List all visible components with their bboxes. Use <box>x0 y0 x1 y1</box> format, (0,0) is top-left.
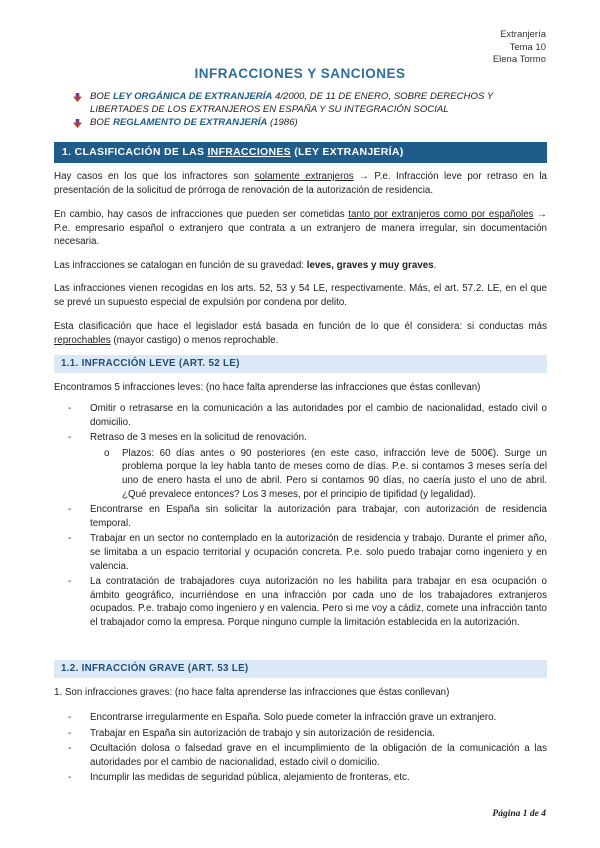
page-number: Página 1 de 4 <box>492 809 546 819</box>
source-highlight: REGLAMENTO DE EXTRANJERÍA <box>112 117 268 129</box>
source-item: BOE LEY ORGÁNICA DE EXTRANJERÍA 4/2000, DE 11 DE ENERO, SOBRE DERECHOS Y LIBERTADES DE LOS EXTRANJEROS EN ESPAÑA Y SU INTEGRACIÓN SOCIAL <box>72 91 552 116</box>
paragraph: 1. Son infracciones graves: (no hace falta aprenderse las infracciones que éstas conllevan) <box>54 687 450 698</box>
header-author: Elena Tormo <box>492 54 546 65</box>
paragraph: Hay casos en los que los infractores son solamente extranjeros → P.e. Infracción leve por retraso en la presentación de la solicitud de prórroga de renovación de la autorización de residencia. <box>54 171 547 196</box>
header-topic: Tema 10 <box>509 41 546 53</box>
arrow-bullet-icon <box>73 93 82 102</box>
minor-infractions-list <box>54 402 547 632</box>
serious-infractions-list <box>54 711 547 787</box>
paragraph: Encontramos 5 infracciones leves: (no hace falta aprenderse las infracciones que éstas conllevan) <box>54 382 481 393</box>
paragraph: Las infracciones vienen recogidas en los arts. 52, 53 y 54 LE, respectivamente. Más, el art. 57.2. LE, en el que se prevé un supuesto especial de expulsión por condena por delito. <box>54 283 547 308</box>
list-item: - Omitir o retrasarse en la comunicación a las autoridades por el cambio de nacionalidad, estado civil o domicilio. <box>68 403 547 428</box>
list-item: - Ocultación dolosa o falsedad grave en el incumplimiento de la obligación de la comunicación a las autoridades por el cambio de nacionalidad, estado civil o domicilio. <box>68 743 547 768</box>
list-item: - Retraso de 3 meses en la solicitud de renovación. <box>68 432 307 444</box>
document-header <box>493 29 546 67</box>
subsection-heading: 1.2. INFRACCIÓN GRAVE (ART. 53 LE) <box>54 660 547 678</box>
paragraph: Esta clasificación que hace el legislador está basada en función de lo que él considera: si conductas más reprochables (mayor castigo) o menos reprochable. <box>54 321 547 346</box>
list-subitem: o Plazos: 60 días antes o 90 posteriores (en este caso, infracción leve de 500€). Surge un problema porque la ley habla tanto de meses como de días. P.e. si contamos 3 meses sería del uno de enero hasta el uno de abril. Pero si contamos 90 días, no caería justo el uno de abril. ¿Qué prevalece entonces? Los 3 meses, por el principio de tipifidad (y legalidad). <box>104 447 547 500</box>
page-title: INFRACCIONES Y SANCIONES <box>194 66 406 81</box>
header-subject: Extranjería <box>500 29 546 40</box>
subsection-heading: 1.1. INFRACCIÓN LEVE (ART. 52 LE) <box>54 355 547 373</box>
sources-list <box>72 91 552 131</box>
paragraph: Las infracciones se catalogan en función de su gravedad: leves, graves y muy graves. <box>54 260 437 271</box>
source-item: BOE REGLAMENTO DE EXTRANJERÍA (1986) <box>72 117 552 130</box>
list-item: - Encontrarse en España sin solicitar la autorización para trabajar, con autorización de residencia temporal. <box>68 504 547 529</box>
list-item: - La contratación de trabajadores cuya autorización no les habilita para trabajar en esa ocupación o ámbito geográfico, incurriéndose en una infracción por cada uno de los trabajadores extranjeros ocupados. P.e. trabajo como ingeniero y en valencia. Pero si me voy a cádiz, comete una infracción tanto el trabajador como la empresa. Porque ninguno cumple la limitación establecida en la autorización. <box>68 576 547 628</box>
source-highlight: LEY ORGÁNICA DE EXTRANJERÍA <box>112 91 273 102</box>
arrow-bullet-icon <box>73 119 82 128</box>
list-item: - Trabajar en España sin autorización de trabajo y sin autorización de residencia. <box>68 727 435 739</box>
list-item: - Incumplir las medidas de seguridad pública, alejamiento de fronteras, etc. <box>68 772 410 784</box>
section-heading: 1. CLASIFICACIÓN DE LAS INFRACCIONES (LEY EXTRANJERÍA) <box>54 142 547 163</box>
paragraph: En cambio, hay casos de infracciones que pueden ser cometidas tanto por extranjeros como por españoles → P.e. empresario español o extranjero que contrata a un extranjero de manera irregular, sin documentación necesaria. <box>54 209 547 248</box>
list-item: - Encontrarse irregularmente en España. Solo puede cometer la infracción grave un extranjero. <box>68 712 497 723</box>
list-item: - Trabajar en un sector no contemplado en la autorización de residencia y trabajo. Durante el primer año, se limitaba a un espacio territorial y ocupación concreta. P.e. solo puedo trabajar como ingeniero y en valencia. <box>68 533 547 572</box>
